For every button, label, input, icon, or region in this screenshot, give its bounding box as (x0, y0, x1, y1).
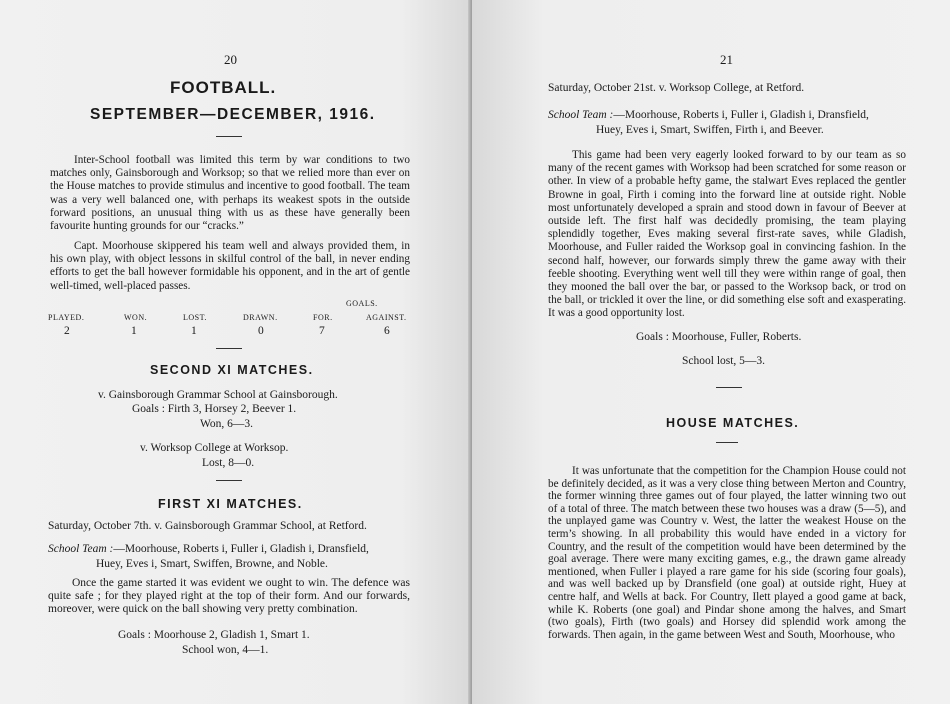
left-page (0, 0, 472, 704)
match-report: This game had been very eagerly looked forward to by our team as so many of the recent games with Worksop had been scratched for some reason or other. In view of a probable hefty game, the stalwart Eves replaced the gentler Browne in goal, Firth i coming into the forward line at outside right. Noble most unfortunately developed a sprain and stood down in favour of Beever at outside left. The first half was decidedly promising, the team playing splendidly together, Eves making several first-rate saves, while Gladish, Moorhouse, and Fuller raided the Worksop goal in convincing fashion. In the second half, however, our forwards simply threw the game away with their feeble shooting. Everything went well till they were within range of goal, then they mooned the ball over the bar, or passed to the Worksop back, or trod on the ball, or trickled it over the line, or did something else soft and exasperating. It was a good opportunity lost. (548, 149, 906, 320)
page-number: 21 (720, 52, 733, 67)
second-xi-match1-title: v. Gainsborough Grammar School at Gainsborough. (98, 389, 338, 401)
stats-value-won: 1 (131, 325, 137, 337)
team-line: Huey, Eves i, Smart, Swiffen, Firth i, and Beever. (596, 123, 824, 136)
stats-goals-header: GOALS. (346, 299, 378, 308)
second-xi-heading: SECOND XI MATCHES. (150, 363, 314, 377)
page-number: 20 (224, 52, 237, 67)
divider (216, 348, 242, 349)
team-line: Huey, Eves i, Smart, Swiffen, Browne, and Noble. (96, 557, 328, 570)
match-result: School lost, 5—3. (682, 355, 766, 367)
page-subtitle: SEPTEMBER—DECEMBER, 1916. (90, 106, 376, 123)
second-xi-match1-result: Won, 6—3. (200, 418, 254, 430)
match-title: Saturday, October 21st. v. Worksop College, at Retford. (548, 82, 805, 94)
first-xi-goals: Goals : Moorhouse 2, Gladish 1, Smart 1. (118, 629, 310, 641)
intro-paragraph: Inter-School football was limited this term by war conditions to two matches only, Gainsborough and Worksop; so that we relied more than ever on the House matches to provide stimulus and incentive to good football. The team was a very well balanced one, with perhaps its weakest spots in the outside forward positions, an unusual thing with us as these have generally been favourite hunting grounds for our “cracks.” (50, 154, 410, 233)
first-xi-match-title: Saturday, October 7th. v. Gainsborough Grammar School, at Retford. (48, 520, 367, 532)
page-title: FOOTBALL. (170, 78, 277, 97)
stats-value-for: 7 (319, 325, 325, 337)
stats-value-lost: 1 (191, 325, 197, 337)
stats-header-played: PLAYED. (48, 313, 85, 322)
stats-value-against: 6 (384, 325, 390, 337)
stats-value-drawn: 0 (258, 325, 264, 337)
match-goals: Goals : Moorhouse, Fuller, Roberts. (636, 331, 802, 343)
first-xi-result: School won, 4—1. (182, 644, 269, 656)
first-xi-report: Once the game started it was evident we ought to win. The defence was quite safe ; for they played right at the top of their form. And our forwards, moreover, were quick on the ball showing very pretty combination. (48, 577, 410, 615)
team-label: School Team : (48, 543, 114, 555)
divider (716, 442, 738, 443)
captain-paragraph: Capt. Moorhouse skippered his team well and always provided them, in his own play, with object lessons in skilful control of the ball, in never ending efforts to get the ball however formidable his opponent, and in the art of gentle well-timed, well-placed passes. (50, 240, 410, 292)
house-matches-heading: HOUSE MATCHES. (666, 416, 800, 430)
stats-header-drawn: DRAWN. (243, 313, 278, 322)
team-list (548, 108, 869, 137)
second-xi-match2-result: Lost, 8—0. (202, 457, 255, 469)
divider (216, 480, 242, 481)
second-xi-match2-title: v. Worksop College at Worksop. (140, 442, 289, 454)
first-xi-heading: FIRST XI MATCHES. (158, 497, 303, 511)
divider (716, 387, 742, 388)
team-line: —Moorhouse, Roberts i, Fuller i, Gladish i, Dransfield, (113, 543, 369, 555)
right-page (472, 0, 950, 704)
second-xi-match1-goals: Goals : Firth 3, Horsey 2, Beever 1. (132, 403, 297, 415)
team-line: —Moorhouse, Roberts i, Fuller i, Gladish i, Dransfield, (613, 109, 869, 121)
divider (216, 136, 242, 137)
stats-header-against: AGAINST. (366, 313, 407, 322)
house-matches-report: It was unfortunate that the competition for the Champion House could not be definitely decided, as it was a very close thing between Merton and Country, the former winning three games out of four played, the latter winning two out of a total of three. The match between these two houses was a draw (5—5), and the unplayed game was Country v. West, the latter the weakest House on the term’s showing. In all probability this would have ended in a victory for Country, and the result of the competition would have been determined by the goal average. There were many exciting games, e.g., the drawn game already mentioned, when Fuller i played a rare game for his side (scoring four goals), and was well backed up by Dransfield (one goal) at outside right, Huey at centre half, and Wells at back. For Country, Ilett played a good game at back, while K. Roberts (one goal) and Pindar shone among the halves, and Smart (two goals), Firth (two goals) and Horsey did splendid work among the forwards. Then again, in the game between West and South, Moorhouse, who (548, 465, 906, 641)
stats-header-lost: LOST. (183, 313, 207, 322)
stats-value-played: 2 (64, 325, 70, 337)
team-label: School Team : (548, 109, 614, 121)
first-xi-team-list (48, 542, 369, 571)
stats-header-won: WON. (124, 313, 148, 322)
stats-header-for: FOR. (313, 313, 333, 322)
